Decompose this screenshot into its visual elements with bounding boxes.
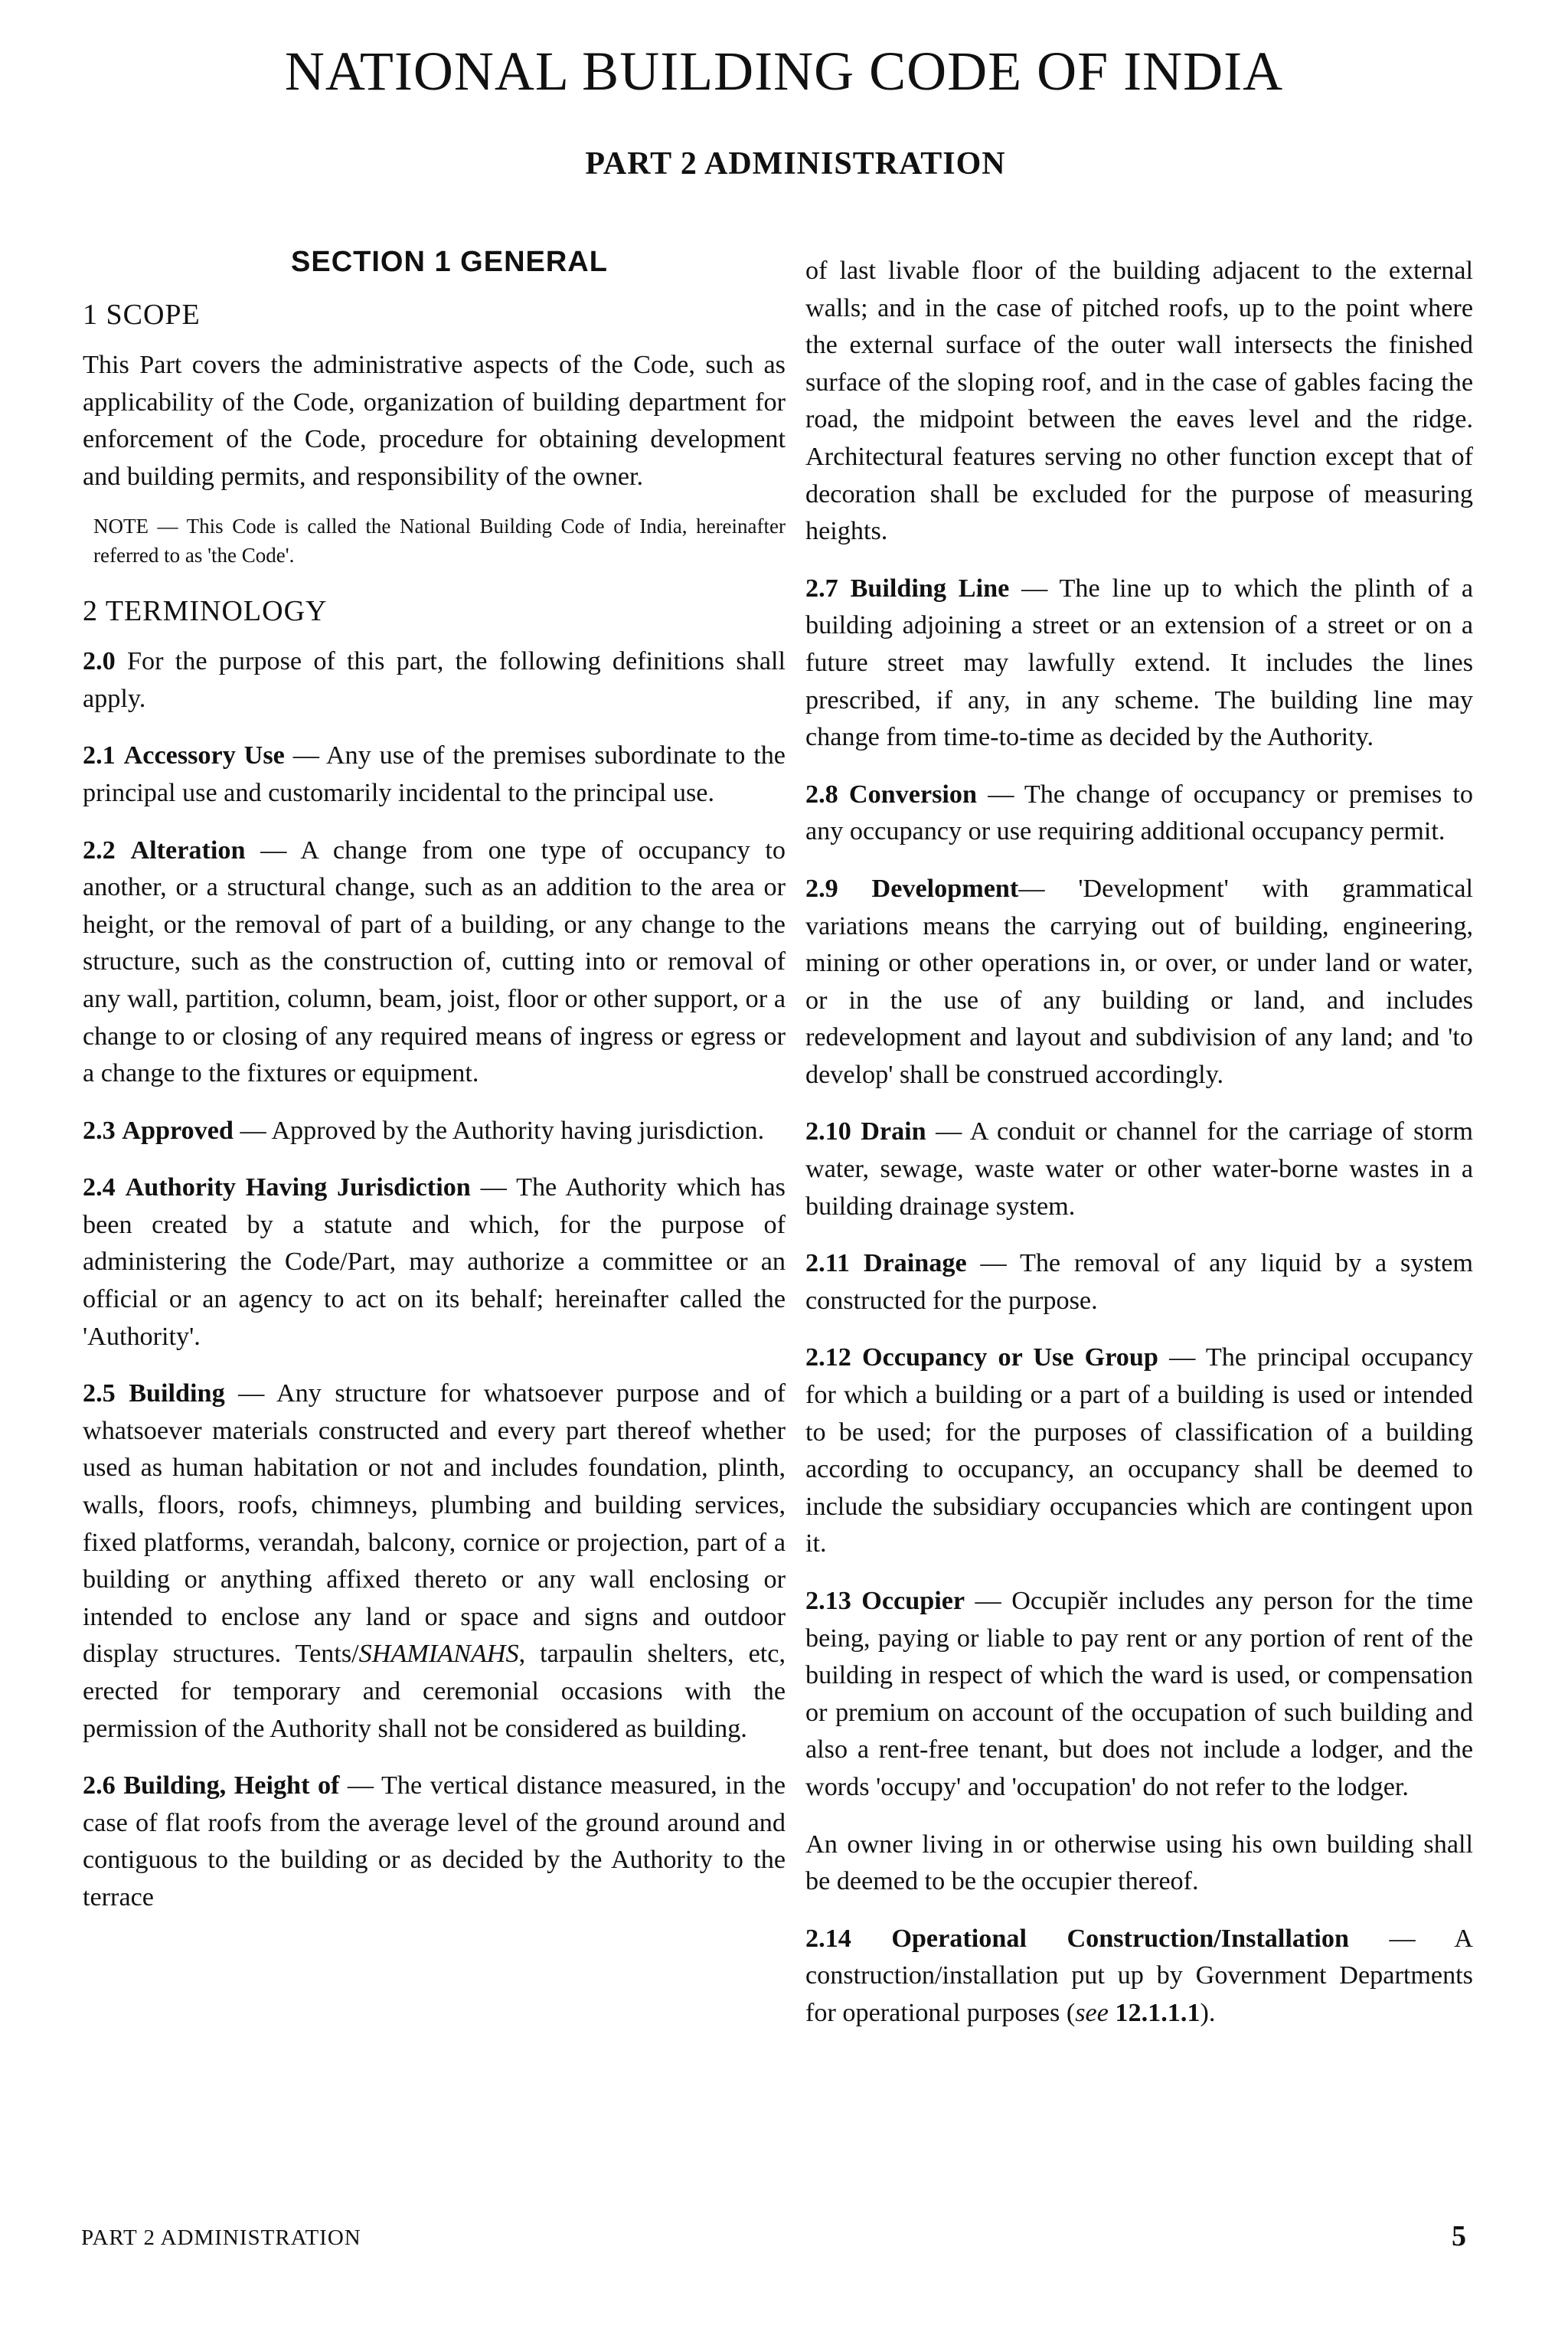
clause-term: Building Line <box>850 574 1010 603</box>
clause-number: 2.2 <box>83 836 116 865</box>
clause-2-13-owner: An owner living in or otherwise using his own building shall be deemed to be the occupier thereof. <box>805 1830 1473 1896</box>
clause-2-9: 2.9 Development— 'Development' with grammatical variations means the carrying out of building, engineering, mining or other operations in, or over, or under land or water, or in the use of any building or land, and includes redevelopment and layout and subdivision of any land; and 'to develop' shall be construed accordingly. <box>805 874 1474 1089</box>
clause-2-7: 2.7 Building Line — The line up to which the plinth of a building adjoining a street or an extension of a street or on a future street may lawfully extend. It includes the lines prescribed, if any, in any scheme. The building line may change from time-to-time as decided by the Authority. <box>805 574 1474 752</box>
clause-end: ). <box>1200 1998 1216 2027</box>
clause-term: Occupier <box>861 1587 965 1615</box>
clause-number: 2.6 <box>83 1771 116 1800</box>
left-column <box>83 244 786 1937</box>
clause-number: 2.4 <box>83 1173 116 1202</box>
clause-2-14: 2.14 Operational Construction/Installation — A construction/installation put up by Government Departments for operational purposes (see 12.1.1.1). <box>805 1924 1473 2027</box>
page-number: 5 <box>1452 2220 1466 2252</box>
clause-text: Occupiěr includes any person for the time being, paying or liable to pay rent or any portion of rent of the building in respect of which the ward is used, or compensation or premium on account of the occupation of such building and also a rent-free tenant, but does not include a lodger, and the words 'occupy' and 'occupation' do not refer to the lodger. <box>805 1587 1474 1801</box>
clause-text: Any structure for whatsoever purpose and of whatsoever materials constructed and every part thereof whether used as human habitation or not and includes foundation, plinth, walls, floors, roofs, chimneys, plumbing and building services, fixed platforms, verandah, balcony, cornice or projection, part of a building or anything affixed thereto or any wall enclosing or intended to enclose any land or space and signs and outdoor display structures. Tents/ <box>83 1379 786 1669</box>
scope-note: NOTE — This Code is called the National Building Code of India, hereinafter referred to as 'the Code'. <box>93 514 786 567</box>
clause-number: 2.13 <box>805 1587 851 1615</box>
clause-text: 'Development' with grammatical variations means the carrying out of building, engineering, mining or other operations in, or over, or under land or water, or in the use of any building or land, and includes redevelopment and layout and subdivision of any land; and 'to develop' shall be construed accordingly. <box>805 874 1474 1089</box>
clause-2-6: 2.6 Building, Height of — The vertical distance measured, in the case of flat roofs from the average level of the ground around and contiguous to the building or as decided by the Authority to the terrace <box>83 1771 786 1911</box>
clause-term: Conversion <box>848 780 978 809</box>
part-title: PART 2 ADMINISTRATION <box>585 146 1006 182</box>
clause-text: The Authority which has been created by a statute and which, for the purpose of administering the Code/Part, may authorize a committee or an official or an agency to act on its behalf; hereinafter called the 'Authority'. <box>83 1173 786 1351</box>
terminology-heading: 2 TERMINOLOGY <box>83 594 328 627</box>
clause-number: 2.5 <box>83 1379 116 1408</box>
clause-text: The removal of any liquid by a system constructed for the purpose. <box>805 1249 1474 1315</box>
clause-number: 2.10 <box>805 1117 851 1146</box>
clause-number: 2.8 <box>805 780 838 809</box>
clause-2-13: 2.13 Occupier — Occupiěr includes any person for the time being, paying or liable to pay rent or any portion of rent of the building in respect of which the ward is used, or compensation or premium on account of the occupation of such building and also a rent-free tenant, but does not include a lodger, and the words 'occupy' and 'occupation' do not refer to the lodger. <box>805 1587 1474 1801</box>
clause-text: Any use of the premises subordinate to the principal use and customarily incidental to the principal use. <box>83 741 786 807</box>
clause-2-2: 2.2 Alteration — A change from one type of occupancy to another, or a structural change, such as an addition to the area or height, or the removal of part of a building, or any change to the structure, such as the construction of, cutting into or removal of any wall, partition, column, beam, joist, floor or other support, or a change to or closing of any required means of ingress or egress or a change to the fixtures or equipment. <box>83 836 786 1088</box>
clause-2-11: 2.11 Drainage — The removal of any liquid by a system constructed for the purpose. <box>805 1249 1474 1315</box>
clause-number: 2.12 <box>805 1343 851 1372</box>
clause-2-3: 2.3 Approved — Approved by the Authority having jurisdiction. <box>83 1116 765 1145</box>
clause-number: 2.9 <box>805 874 838 903</box>
clause-text: For the purpose of this part, the following definitions shall apply. <box>83 647 786 713</box>
see-reference: see <box>1075 1998 1109 2027</box>
clause-text: A construction/installation put up by Government Departments for operational purposes ( <box>805 1924 1473 2027</box>
clause-italic: SHAMIANAHS <box>358 1640 519 1669</box>
clause-2-5: 2.5 Building — Any structure for whatsoever purpose and of whatsoever materials constructed and every part thereof whether used as human habitation or not and includes foundation, plinth, walls, floors, roofs, chimneys, plumbing and building services, fixed platforms, verandah, balcony, cornice or projection, part of a building or anything affixed thereto or any wall enclosing or intended to enclose any land or space and signs and outdoor display structures. Tents/SHAMIANAHS, tarpaulin shelters, etc, erected for temporary and ceremonial occasions with the permission of the Authority shall not be considered as building. <box>83 1379 786 1743</box>
clause-text: A change from one type of occupancy to another, or a structural change, such as an addition to the area or height, or the removal of part of a building, or any change to the structure, such as the construction of, cutting into or removal of any wall, partition, column, beam, joist, floor or other support, or a change to or closing of any required means of ingress or egress or a change to the fixtures or equipment. <box>83 836 786 1088</box>
clause-text: The change of occupancy or premises to any occupancy or use requiring additional occupancy permit. <box>805 780 1474 846</box>
clause-number: 2.7 <box>805 574 838 603</box>
clause-number: 2.11 <box>805 1249 850 1278</box>
scope-heading: 1 SCOPE <box>83 298 201 331</box>
page-title: NATIONAL BUILDING CODE OF INDIA <box>284 41 1284 102</box>
clause-text: Approved by the Authority having jurisdiction. <box>271 1116 765 1145</box>
clause-2-4: 2.4 Authority Having Jurisdiction — The Authority which has been created by a statute and which, for the purpose of administering the Code/Part, may authorize a committee or an official or an agency to act on its behalf; hereinafter called the 'Authority'. <box>83 1173 786 1351</box>
clause-text-continued: , tarpaulin shelters, etc, erected for temporary and ceremonial occasions with the permission of the Authority shall not be considered as building. <box>83 1640 786 1743</box>
clause-term: Development <box>871 874 1019 903</box>
clause-term: Approved <box>122 1116 234 1145</box>
right-column <box>805 253 1473 2052</box>
clause-term: Drain <box>861 1117 926 1146</box>
clause-text: A conduit or channel for the carriage of storm water, sewage, waste water or other water-borne wastes in a building drainage system. <box>805 1117 1474 1221</box>
clause-text: The vertical distance measured, in the case of flat roofs from the average level of the ground around and contiguous to the building or as decided by the Authority to the terrace <box>83 1771 786 1911</box>
clause-2-12: 2.12 Occupancy or Use Group — The principal occupancy for which a building or a part of a building is used or intended to be used; for the purposes of classification of a building according to occupancy, an occupancy shall be deemed to include the subsidiary occupancies which are contingent upon it. <box>805 1343 1474 1558</box>
clause-2-8: 2.8 Conversion — The change of occupancy or premises to any occupancy or use requiring additional occupancy permit. <box>805 780 1474 846</box>
footer-running-title: PART 2 ADMINISTRATION <box>81 2225 361 2250</box>
clause-term: Alteration <box>130 836 246 865</box>
clause-text: The principal occupancy for which a building or a part of a building is used or intended to be used; for the purposes of classification of a building according to occupancy, an occupancy shall be deemed to include the subsidiary occupancies which are contingent upon it. <box>805 1343 1474 1558</box>
clause-term: Drainage <box>863 1249 967 1278</box>
scope-paragraph: This Part covers the administrative aspects of the Code, such as applicability of the Code, organization of building department for enforcement of the Code, procedure for obtaining development and building permits, and responsibility of the owner. <box>83 351 786 491</box>
clause-term: Accessory Use <box>123 741 285 770</box>
clause-2-1: 2.1 Accessory Use — Any use of the premises subordinate to the principal use and customarily incidental to the principal use. <box>83 741 786 807</box>
clause-2-10: 2.10 Drain — A conduit or channel for the carriage of storm water, sewage, waste water or other water-borne wastes in a building drainage system. <box>805 1117 1474 1221</box>
section-title: SECTION 1 GENERAL <box>291 246 608 278</box>
clause-term: Building, Height of <box>123 1771 340 1800</box>
clause-number: 2.3 <box>83 1116 116 1145</box>
clause-2-0 <box>83 643 786 718</box>
clause-term: Authority Having Jurisdiction <box>125 1173 471 1202</box>
clause-2-6-continuation: of last livable floor of the building adjacent to the external walls; and in the case of pitched roofs, up to the point where the external surface of the outer wall intersects the finished surface of the sloping roof, and in the case of gables facing the road, the midpoint between the eaves level and the ridge. Architectural features serving no other function except that of decoration shall be excluded for the purpose of measuring heights. <box>805 257 1473 546</box>
clause-term: Occupancy or Use Group <box>862 1343 1158 1372</box>
clause-term: Operational Construction/Installation <box>891 1924 1349 1953</box>
clause-text: The line up to which the plinth of a building adjoining a street or an extension of a street or on a future street may lawfully extend. It includes the lines prescribed, if any, in any scheme. The building line may change from time-to-time as decided by the Authority. <box>805 574 1474 752</box>
clause-term: Building <box>129 1379 225 1408</box>
clause-number: 2.0 <box>83 647 116 676</box>
clause-number: 2.14 <box>805 1924 851 1953</box>
cross-reference: 12.1.1.1 <box>1115 1998 1200 2027</box>
clause-number: 2.1 <box>83 741 116 770</box>
